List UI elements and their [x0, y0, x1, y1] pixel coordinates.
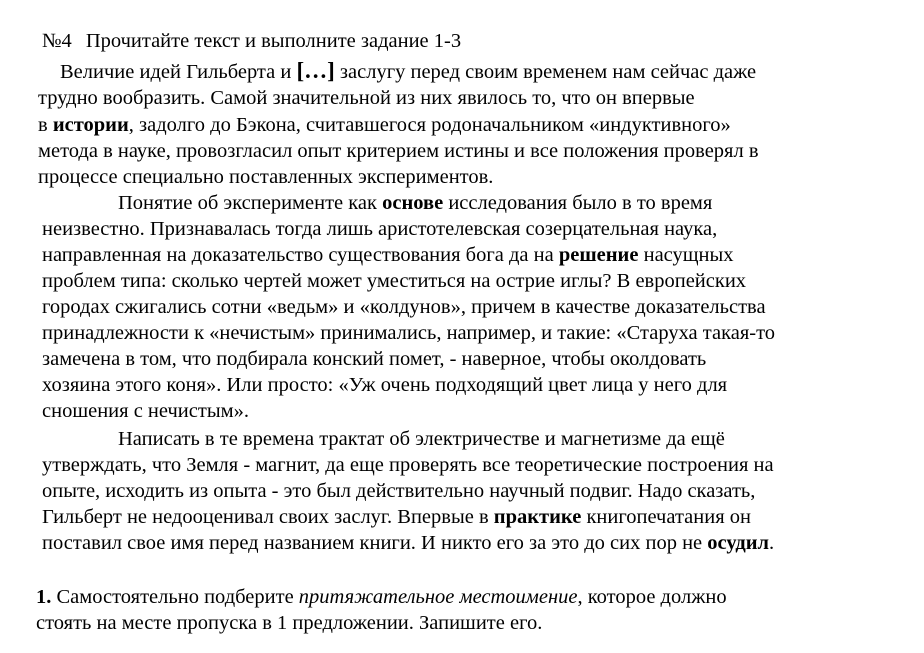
text-line: принадлежности к «нечистым» принимались, например, и такие: «Старуха такая-то — [42, 322, 776, 344]
text-line — [38, 112, 731, 138]
text-span: , задолго до Бэкона, считавшегося родоначальником «индуктивного» — [128, 114, 731, 136]
text-span: Гильберт не недооценивал своих заслуг. Впервые в — [42, 506, 494, 528]
text-line: опыте, исходить из опыта - это был действительно научный подвиг. Надо сказать, — [42, 480, 756, 502]
text-span: , которое должно — [577, 586, 727, 608]
text-span: книгопечатания он — [581, 506, 751, 528]
question-number: 1. — [36, 586, 52, 608]
text-line: стоять на месте пропуска в 1 предложении. Запишите его. — [36, 612, 543, 634]
text-line: проблем типа: сколько чертей может уместиться на острие иглы? В европейских — [42, 270, 747, 292]
text-span: исследования было в то время — [443, 192, 713, 214]
text-span: поставил свое имя перед названием книги. И никто его за это до сих пор не — [42, 532, 708, 554]
text-line — [42, 242, 734, 268]
text-line: метода в науке, провозгласил опыт критерием истины и все положения проверял в — [38, 140, 759, 162]
text-line: замечена в том, что подбирала конский помет, - наверное, чтобы околдовать — [42, 348, 707, 370]
text-span: заслугу перед своим временем нам сейчас даже — [334, 61, 757, 83]
bold-word: осудил — [707, 532, 770, 554]
text-span: направленная на доказательство существования бога да на — [42, 244, 559, 266]
text-line: хозяина этого коня». Или просто: «Уж очень подходящий цвет лица у него для — [42, 374, 728, 396]
task-heading — [42, 28, 461, 54]
task-number: №4 — [42, 30, 72, 52]
text-span: . — [769, 532, 775, 554]
text-line — [60, 58, 756, 85]
gap-placeholder: […] — [296, 58, 335, 83]
text-line: городах сжигались сотни «ведьм» и «колдунов», причем в качестве доказательства — [42, 296, 766, 318]
text-span: Понятие об эксперименте как — [118, 192, 383, 214]
bold-word: решение — [558, 244, 639, 266]
text-line — [36, 584, 727, 610]
text-span: Величие идей Гильберта и — [60, 61, 292, 83]
italic-term: притяжательное местоимение — [298, 586, 578, 608]
text-line — [42, 530, 774, 556]
text-line: трудно вообразить. Самой значительной из них явилось то, что он впервые — [38, 87, 695, 109]
text-span: насущных — [638, 244, 734, 266]
bold-word: основе — [382, 192, 444, 214]
text-line — [118, 190, 712, 216]
bold-word: истории — [52, 114, 129, 136]
text-line: Написать в те времена трактат об электричестве и магнетизме да ещё — [118, 428, 725, 450]
text-span: Самостоятельно подберите — [51, 586, 299, 608]
text-line: неизвестно. Признавалась тогда лишь аристотелевская созерцательная наука, — [42, 218, 718, 240]
text-span: в — [38, 114, 53, 136]
text-line: утверждать, что Земля - магнит, да еще проверять все теоретические построения на — [42, 454, 774, 476]
bold-word: практике — [493, 506, 582, 528]
text-line — [42, 504, 751, 530]
text-line: процессе специально поставленных экспериментов. — [38, 166, 494, 188]
task-instruction: Прочитайте текст и выполните задание 1-3 — [85, 30, 462, 52]
text-line: сношения с нечистым». — [42, 400, 249, 422]
